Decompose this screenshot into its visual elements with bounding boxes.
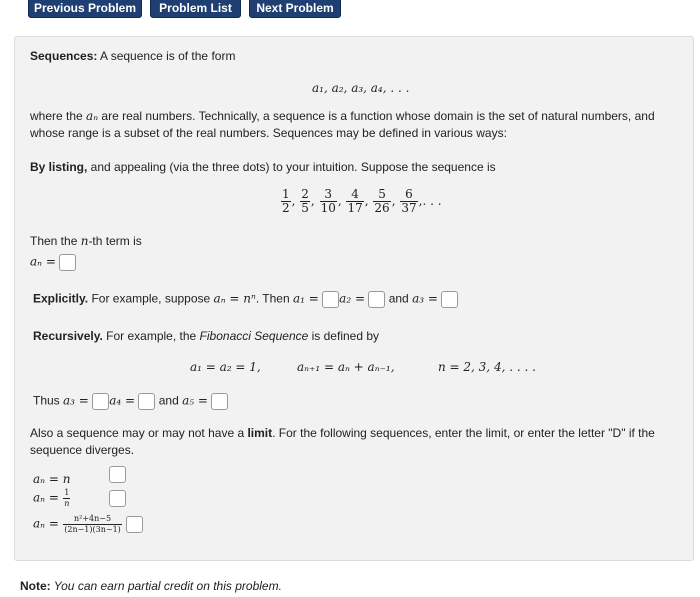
fibonacci-label: Fibonacci Sequence	[199, 329, 309, 343]
intro-paragraph	[30, 108, 685, 142]
limit-seq-3-box[interactable]	[126, 516, 143, 533]
recursive-text-a: For example, the	[102, 329, 200, 343]
sequence-form: a₁, a₂, a₃, a₄, . . .	[312, 81, 410, 95]
nth-term-line	[30, 234, 142, 248]
nth-term-answer-row	[30, 254, 76, 271]
explicit-line	[33, 291, 458, 308]
fraction-2: $\frac{2}{5}$	[301, 187, 309, 215]
recursion-eq-2: aₙ₊₁ = aₙ + aₙ₋₁,	[297, 360, 395, 374]
next-problem-button[interactable]: Next Problem	[249, 0, 341, 18]
recursive-text-b: is defined by	[308, 329, 380, 343]
recursion-eq-1: a₁ = a₂ = 1,	[190, 360, 261, 374]
an-label: aₙ =	[30, 254, 56, 269]
problem-list-button[interactable]: Problem List	[150, 0, 241, 18]
note-label: Note:	[20, 579, 51, 593]
note-text: You can earn partial credit on this problem.	[50, 579, 282, 593]
explicit-a1-label: a₁ =	[292, 291, 319, 306]
explicit-a3-label: a₃ =	[412, 291, 438, 306]
explicit-a2-box[interactable]	[368, 291, 385, 308]
listing-text: and appealing (via the three dots) to your intuition. Suppose the sequence is	[87, 160, 496, 174]
limit-seq-1-box[interactable]	[109, 466, 126, 483]
fraction-6: $\frac{6}{37}$	[401, 187, 417, 215]
thus-text: Thus	[33, 393, 64, 408]
recursive-a4-label: a₄ =	[109, 393, 136, 408]
recursive-a3-label: a₃ =	[63, 393, 89, 408]
explicit-text-b: . Then	[255, 291, 293, 306]
limit-seq-3	[33, 514, 143, 535]
intro-para-b: are real numbers. Technically, a sequence is a function whose domain is the set of natural numbers, and whose range is a subset of the real numbers. Sequences may be defined in various ways:	[30, 109, 655, 140]
explicit-a1-box[interactable]	[322, 291, 339, 308]
intro-heading: Sequences:	[30, 49, 98, 63]
fraction-1: $\frac{1}{2}$	[282, 187, 290, 215]
limits-text-a: Also a sequence may or may not have a	[30, 426, 248, 440]
explicit-formula: aₙ = nⁿ	[213, 291, 256, 306]
intro-para-a: where the	[30, 109, 87, 123]
recursion-eq-3: n = 2, 3, 4, . . . .	[438, 360, 536, 374]
limit-seq-2-lhs: aₙ =	[33, 490, 59, 505]
nth-text-b: -th term is	[88, 234, 142, 248]
fraction-5: $\frac{5}{26}$	[374, 187, 390, 215]
limit-seq-2	[33, 488, 71, 509]
limit-seq-2-fraction: $\frac{1}{n}$	[64, 488, 70, 508]
limit-seq-3-lhs: aₙ =	[33, 516, 59, 531]
recursive-line	[33, 329, 379, 343]
limit-seq-1-label: aₙ = n	[33, 472, 71, 486]
intro-line	[30, 49, 235, 63]
recursive-answers-row	[33, 393, 228, 410]
recursive-heading: Recursively.	[33, 329, 103, 343]
limit-seq-2-box[interactable]	[109, 490, 126, 507]
explicit-and: and	[388, 291, 409, 306]
recursive-a5-label: a₅ =	[182, 393, 208, 408]
recursive-a3-box[interactable]	[92, 393, 109, 410]
limit-seq-3-fraction: $\frac{\text{n²+4n−5}}{(2n-1)(3n-1)}$	[64, 514, 121, 534]
previous-problem-button[interactable]: Previous Problem	[28, 0, 142, 18]
intro-para-an: aₙ	[86, 109, 99, 123]
limit-word: limit	[247, 426, 273, 440]
limits-text-b: . For the following sequences, enter the limit, or enter the letter "D" if the sequence diverges.	[30, 426, 655, 457]
listing-heading: By listing,	[30, 160, 88, 174]
nth-n: n	[80, 234, 89, 248]
fraction-3: $\frac{3}{10}$	[320, 187, 336, 215]
recursive-and: and	[158, 393, 179, 408]
listed-fractions: $\frac{1}{2}$ , $\frac{2}{5}$ , $\frac{3}{10}$ , $\frac{4}{17}$ , $\frac{5}{26}$ , $\frac{6}{37}$ ,. . .	[282, 187, 442, 215]
explicit-text-a: For example, suppose	[88, 291, 214, 306]
partial-credit-note	[20, 579, 282, 593]
explicit-heading: Explicitly.	[33, 291, 89, 306]
nth-text-a: Then the	[30, 234, 81, 248]
nth-term-answer-box[interactable]	[59, 254, 76, 271]
listing-line	[30, 160, 496, 174]
recursive-a5-box[interactable]	[211, 393, 228, 410]
listing-dots: . . .	[422, 194, 442, 208]
fraction-4: $\frac{4}{17}$	[347, 187, 363, 215]
intro-text: A sequence is of the form	[97, 49, 236, 63]
limits-paragraph	[30, 425, 685, 459]
top-nav	[0, 0, 700, 22]
explicit-a3-box[interactable]	[441, 291, 458, 308]
explicit-a2-label: a₂ =	[339, 291, 366, 306]
recursive-a4-box[interactable]	[138, 393, 155, 410]
